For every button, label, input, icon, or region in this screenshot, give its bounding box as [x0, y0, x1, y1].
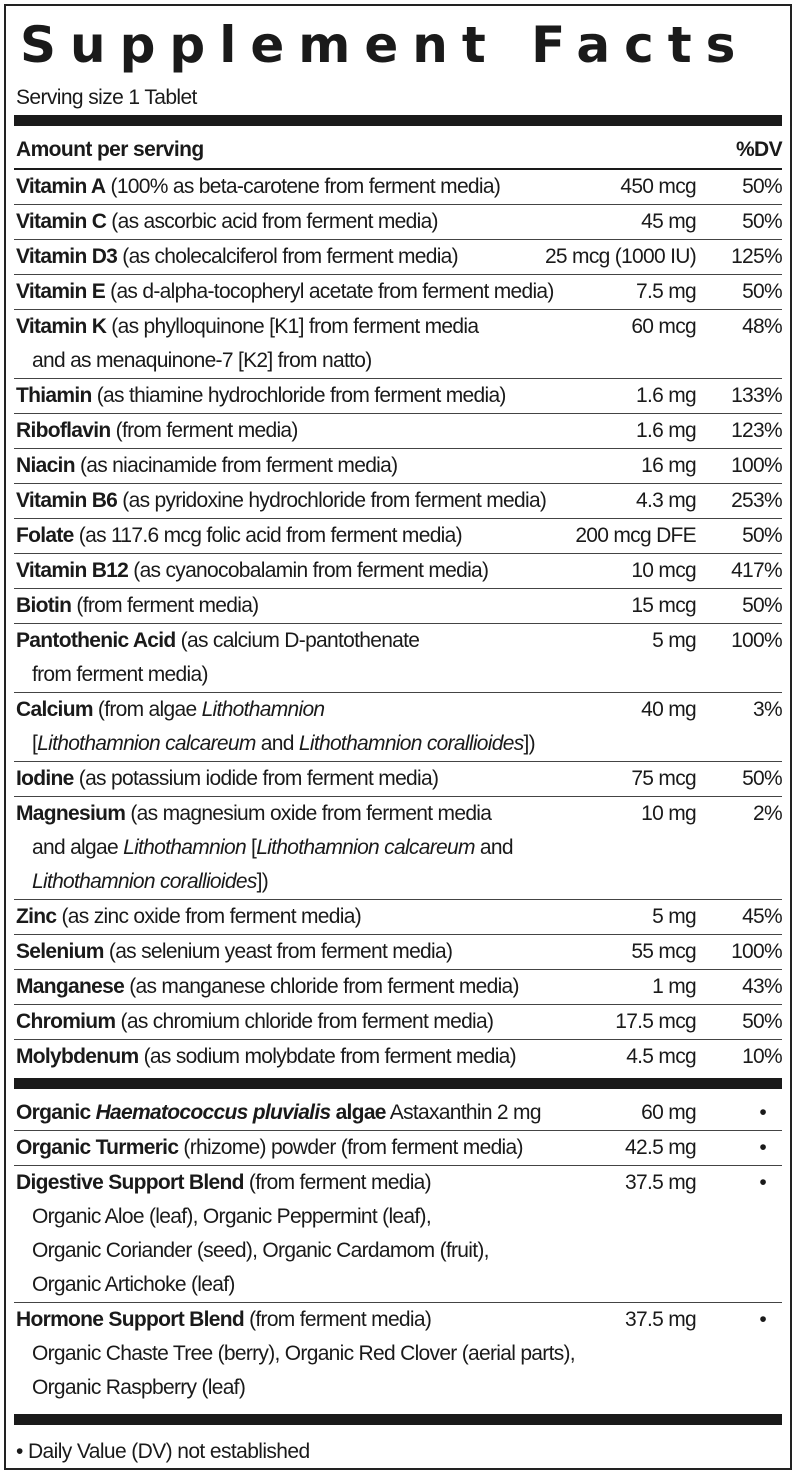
other-ingredients-list	[14, 1096, 782, 1405]
nutrient-source: (as magnesium oxide from ferment media	[125, 802, 492, 825]
nutrient-name: Vitamin B12	[16, 559, 129, 582]
nutrient-row	[14, 900, 782, 935]
nutrient-name: Magnesium	[16, 802, 126, 825]
nutrient-amount: 60 mcg	[631, 315, 696, 338]
nutrient-dv: 100%	[731, 940, 782, 963]
text-fragment-italic: Lithothamnion calcareum	[37, 732, 256, 755]
ingredient-name: Digestive Support Blend	[16, 1171, 244, 1194]
nutrient-list	[14, 170, 782, 1074]
text-fragment: and algae	[32, 836, 124, 859]
nutrient-dv: 125%	[731, 245, 782, 268]
ingredient-name-italic: Haematococcus pluvialis	[95, 1101, 331, 1124]
nutrient-source: (as cholecalciferol from ferment media)	[117, 245, 458, 268]
nutrient-amount: 10 mg	[641, 802, 696, 825]
divider-thick	[14, 1414, 782, 1425]
ingredient-amount: 60 mg	[641, 1101, 696, 1124]
nutrient-row	[14, 1040, 782, 1074]
nutrient-source-continued: and as menaquinone-7 [K2] from natto)	[32, 349, 372, 372]
nutrient-name: Chromium	[16, 1010, 116, 1033]
nutrient-source: (as chromium chloride from ferment media)	[115, 1010, 494, 1033]
nutrient-amount: 10 mcg	[631, 559, 696, 582]
nutrient-row	[14, 205, 782, 240]
text-fragment: ])	[523, 732, 535, 755]
dv-header: %DV	[735, 138, 782, 161]
nutrient-source: (as pyridoxine hydrochloride from ferment media)	[117, 489, 547, 512]
nutrient-name: Selenium	[16, 940, 104, 963]
nutrient-name: Niacin	[16, 454, 75, 477]
nutrient-amount: 1.6 mg	[636, 419, 696, 442]
nutrient-source: (as manganese chloride from ferment media)	[124, 975, 519, 998]
ingredient-name: Organic Turmeric	[16, 1136, 179, 1159]
nutrient-dv: 50%	[742, 210, 782, 233]
nutrient-amount: 1.6 mg	[636, 384, 696, 407]
nutrient-row	[14, 275, 782, 310]
text-fragment-italic: Lithothamnion corallioides	[298, 732, 524, 755]
nutrient-name: Riboflavin	[16, 419, 111, 442]
ingredient-row	[14, 1131, 782, 1166]
ingredient-row	[14, 1303, 782, 1405]
nutrient-name: Vitamin A	[16, 175, 106, 198]
text-fragment: ])	[256, 870, 269, 893]
text-fragment: [	[245, 836, 257, 859]
text-fragment: [	[32, 732, 38, 755]
nutrient-amount: 17.5 mcg	[615, 1010, 696, 1033]
ingredient-name: Organic	[16, 1101, 96, 1124]
nutrient-name: Calcium	[16, 698, 93, 721]
nutrient-dv: 50%	[742, 280, 782, 303]
nutrient-source: (as potassium iodide from ferment media)	[73, 767, 439, 790]
ingredient-name: algae	[330, 1101, 386, 1124]
nutrient-row	[14, 414, 782, 449]
nutrient-amount: 16 mg	[641, 454, 696, 477]
ingredient-dv: •	[759, 1136, 766, 1159]
blend-components: Organic Artichoke (leaf)	[32, 1273, 235, 1296]
nutrient-dv: 50%	[742, 175, 782, 198]
nutrient-source: (as niacinamide from ferment media)	[74, 454, 398, 477]
nutrient-row	[14, 484, 782, 519]
nutrient-amount: 4.5 mcg	[626, 1045, 696, 1068]
nutrient-name: Vitamin K	[16, 315, 107, 338]
nutrient-dv: 123%	[731, 419, 782, 442]
ingredient-amount: 42.5 mg	[625, 1136, 696, 1159]
text-fragment-italic: Lithothamnion corallioides	[32, 870, 257, 893]
ingredient-name: Hormone Support Blend	[16, 1308, 244, 1331]
nutrient-source: (as sodium molybdate from ferment media)	[138, 1045, 516, 1068]
ingredient-amount: 37.5 mg	[625, 1171, 696, 1194]
text-fragment-italic: Lithothamnion	[123, 836, 246, 859]
nutrient-dv: 50%	[742, 524, 782, 547]
nutrient-row	[14, 624, 782, 693]
divider-thick	[14, 1078, 782, 1089]
nutrient-source: (as cyanocobalamin from ferment media)	[128, 559, 489, 582]
nutrient-dv: 100%	[731, 629, 782, 652]
text-fragment-italic: Lithothamnion calcareum	[256, 836, 475, 859]
ingredient-row	[14, 1166, 782, 1303]
nutrient-source: (as calcium D-pantothenate	[175, 629, 420, 652]
nutrient-amount: 450 mcg	[620, 175, 696, 198]
nutrient-dv: 2%	[753, 802, 782, 825]
nutrient-row	[14, 589, 782, 624]
nutrient-source: (from algae	[92, 698, 202, 721]
nutrient-source: (as selenium yeast from ferment media)	[103, 940, 453, 963]
blend-components: Organic Aloe (leaf), Organic Peppermint (leaf),	[32, 1205, 431, 1228]
text-fragment: and	[474, 836, 513, 859]
nutrient-amount: 200 mcg DFE	[575, 524, 696, 547]
nutrient-dv: 50%	[742, 594, 782, 617]
nutrient-name: Biotin	[16, 594, 72, 617]
nutrient-name: Pantothenic Acid	[16, 629, 176, 652]
nutrient-amount: 4.3 mg	[636, 489, 696, 512]
nutrient-dv: 10%	[742, 1045, 782, 1068]
ingredient-row	[14, 1096, 782, 1131]
ingredient-dv: •	[759, 1101, 766, 1124]
nutrient-source: (as thiamine hydrochloride from ferment media)	[91, 384, 506, 407]
nutrient-dv: 133%	[731, 384, 782, 407]
blend-components: Organic Coriander (seed), Organic Cardamom (fruit),	[32, 1239, 489, 1262]
nutrient-row	[14, 1005, 782, 1040]
nutrient-source: (as 117.6 mcg folic acid from ferment media)	[73, 524, 462, 547]
nutrient-amount: 45 mg	[641, 210, 696, 233]
nutrient-dv: 3%	[753, 698, 782, 721]
nutrient-row	[14, 693, 782, 762]
nutrient-amount: 1 mg	[652, 975, 696, 998]
nutrient-dv: 253%	[731, 489, 782, 512]
nutrient-amount: 15 mcg	[631, 594, 696, 617]
nutrient-dv: 50%	[742, 1010, 782, 1033]
nutrient-source-italic: Lithothamnion	[201, 698, 325, 721]
nutrient-row	[14, 519, 782, 554]
nutrient-source-continued	[32, 831, 513, 865]
nutrient-amount: 25 mcg (1000 IU)	[544, 245, 696, 268]
nutrient-name: Folate	[16, 524, 74, 547]
ingredient-source: (from ferment media)	[243, 1308, 432, 1331]
footnote: • Daily Value (DV) not established	[16, 1440, 310, 1463]
nutrient-name: Vitamin B6	[16, 489, 118, 512]
ingredient-dv: •	[759, 1308, 766, 1331]
ingredient-source: (from ferment media)	[243, 1171, 431, 1194]
ingredient-dv: •	[759, 1171, 766, 1194]
nutrient-amount: 55 mcg	[631, 940, 696, 963]
nutrient-row	[14, 762, 782, 797]
nutrient-name: Vitamin D3	[16, 245, 118, 268]
nutrient-source: (from ferment media)	[110, 419, 298, 442]
nutrient-amount: 7.5 mg	[636, 280, 696, 303]
nutrient-source-continued: from ferment media)	[32, 663, 208, 686]
ingredient-source: Astaxanthin 2 mg	[385, 1101, 541, 1124]
nutrient-dv: 50%	[742, 767, 782, 790]
nutrient-amount: 5 mg	[652, 629, 696, 652]
nutrient-dv: 417%	[731, 559, 782, 582]
nutrient-name: Zinc	[16, 905, 57, 928]
text-fragment: and	[255, 732, 299, 755]
nutrient-row	[14, 310, 782, 379]
divider-thick	[14, 115, 782, 126]
nutrient-name: Molybdenum	[16, 1045, 139, 1068]
ingredient-amount: 37.5 mg	[625, 1308, 696, 1331]
nutrient-dv: 100%	[731, 454, 782, 477]
nutrient-row	[14, 797, 782, 900]
nutrient-source-continued	[32, 727, 535, 761]
nutrient-name: Thiamin	[16, 384, 92, 407]
nutrient-name: Iodine	[16, 767, 74, 790]
nutrient-row	[14, 170, 782, 205]
nutrient-source: (100% as beta-carotene from ferment media)	[105, 175, 501, 198]
nutrient-name: Vitamin E	[16, 280, 106, 303]
nutrient-row	[14, 970, 782, 1005]
nutrient-amount: 5 mg	[652, 905, 696, 928]
nutrient-row	[14, 935, 782, 970]
nutrient-name: Vitamin C	[16, 210, 107, 233]
ingredient-source: (rhizome) powder (from ferment media)	[178, 1136, 523, 1159]
nutrient-row	[14, 240, 782, 275]
nutrient-dv: 48%	[742, 315, 782, 338]
nutrient-dv: 43%	[742, 975, 782, 998]
nutrient-source: (as ascorbic acid from ferment media)	[106, 210, 438, 233]
blend-components: Organic Raspberry (leaf)	[32, 1376, 246, 1399]
amount-per-serving-header: Amount per serving	[16, 138, 204, 161]
nutrient-row	[14, 379, 782, 414]
nutrient-source-continued	[32, 865, 268, 899]
nutrient-amount: 40 mg	[641, 698, 696, 721]
nutrient-row	[14, 554, 782, 589]
nutrient-dv: 45%	[742, 905, 782, 928]
serving-size: Serving size 1 Tablet	[16, 86, 197, 109]
blend-components: Organic Chaste Tree (berry), Organic Red Clover (aerial parts),	[32, 1342, 575, 1365]
nutrient-row	[14, 449, 782, 484]
nutrient-source: (as d-alpha-tocopheryl acetate from ferment media)	[105, 280, 554, 303]
nutrient-amount: 75 mcg	[631, 767, 696, 790]
nutrient-source: (as phylloquinone [K1] from ferment media	[106, 315, 479, 338]
panel-title: Supplement Facts	[20, 16, 750, 74]
nutrient-name: Manganese	[16, 975, 125, 998]
nutrient-source: (from ferment media)	[71, 594, 259, 617]
nutrient-source: (as zinc oxide from ferment media)	[56, 905, 361, 928]
supplement-facts-panel	[4, 4, 792, 1470]
